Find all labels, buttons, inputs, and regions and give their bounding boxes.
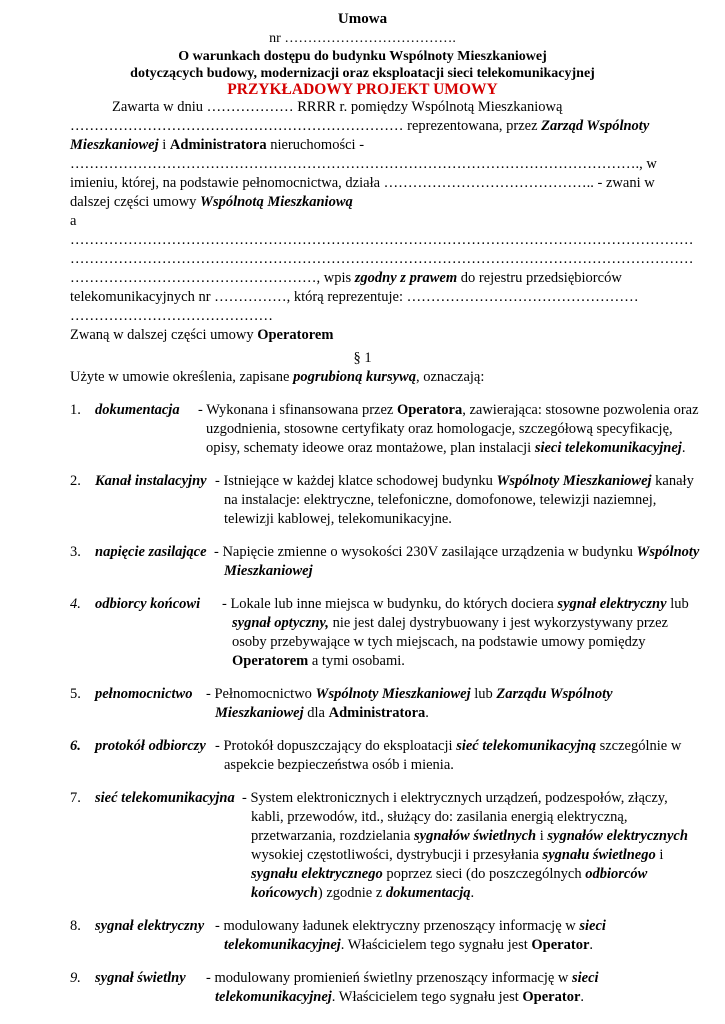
- preamble-text: Zwaną w dalszej części umowy: [70, 327, 258, 343]
- administrator-term: Administratora: [328, 705, 426, 721]
- definition-term: pełnomocnictwo: [95, 686, 193, 702]
- document-title: Umowa: [337, 11, 388, 27]
- community-term: Wspólnoty Mieszkaniowej: [315, 686, 471, 702]
- definition-line: [215, 917, 606, 935]
- preamble-text: a: [70, 213, 77, 229]
- bold-italic-term: pogrubioną kursywą: [293, 369, 416, 385]
- board-term-cont: Mieszkaniowej: [215, 705, 304, 721]
- preamble-text: …………………………………………………………………………………………………………………: [70, 232, 694, 248]
- definition-number: 7.: [70, 790, 81, 806]
- definition-text: ) zgodnie z: [317, 885, 386, 901]
- definition-text: opisy, schematy ideowe oraz montażowe, plan instalacji: [206, 440, 535, 456]
- electric-signal-term: sygnału elektrycznego: [251, 866, 383, 882]
- preamble-text: imieniu, której, na podstawie pełnomocnictwa, działa …………………………………….. - zwani w: [70, 175, 655, 191]
- definition-line: [224, 491, 656, 509]
- definition-term: dokumentacja: [95, 402, 180, 418]
- definition-text: .: [580, 989, 585, 1005]
- preamble-line-5: [70, 174, 655, 192]
- definition-text: uzgodnienia, stosowne certyfikaty oraz homologacje, szczegółową specyfikację,: [206, 421, 673, 437]
- preamble-line-2: [70, 117, 649, 135]
- preamble-text: telekomunikacyjnych nr ……………, którą reprezentuje: …………………………………………: [70, 289, 639, 305]
- definition-text: kabli, przewodów, itd., służący do: zasilania energią elektryczną,: [251, 809, 628, 825]
- end-recipients-term: odbiorców: [585, 866, 648, 882]
- definition-line: [206, 685, 613, 703]
- definition-line: [251, 884, 474, 902]
- administrator-term: Administratora: [169, 137, 267, 153]
- electric-signals-term: sygnałów elektrycznych: [547, 828, 688, 844]
- definition-text: lub: [666, 596, 689, 612]
- definition-text: aspekcie bezpieczeństwa osób i mienia.: [224, 757, 454, 773]
- definition-number: 4.: [70, 596, 81, 612]
- sample-contract-label: PRZYKŁADOWY PROJEKT UMOWY: [227, 81, 498, 98]
- definition-text: i: [655, 847, 664, 863]
- definition-text: kanały: [651, 473, 694, 489]
- definition-text: i: [536, 828, 548, 844]
- definition-text: - System elektronicznych i elektrycznych urządzeń, podzespołów, złączy,: [242, 790, 668, 806]
- document-subtitle-2: dotyczących budowy, modernizacji oraz eksploatacji sieci telekomunikacyjnej: [130, 66, 595, 81]
- community-term: Wspólnotą Mieszkaniową: [200, 194, 353, 210]
- definition-line: [214, 543, 699, 561]
- end-recipients-term-cont: końcowych: [251, 885, 318, 901]
- definition-text: .: [681, 440, 686, 456]
- definition-line: [242, 789, 668, 807]
- definition-text: . Właścicielem tego sygnału jest: [340, 937, 532, 953]
- light-signals-term: sygnałów świetlnych: [414, 828, 537, 844]
- preamble-text: dalszej części umowy: [70, 194, 201, 210]
- optical-signal-term: sygnał optyczny,: [232, 615, 329, 631]
- preamble-text: ………………………………………………………………………………………………………., w: [70, 156, 657, 172]
- definition-number: 3.: [70, 544, 81, 560]
- definition-text: telewizji kablowej, telekomunikacyjne.: [224, 511, 452, 527]
- definition-text: na instalacje: elektryczne, telefoniczne, domofonowe, telewizji naziemnej,: [224, 492, 657, 508]
- light-signal-term: sygnału świetlnego: [542, 847, 656, 863]
- lawful-term: zgodny z prawem: [354, 270, 458, 286]
- preamble-text: Zawarta w dniu ……………… RRRR r. pomiędzy Wspólnotą Mieszkaniową: [112, 99, 563, 115]
- definition-term: protokół odbiorczy: [95, 738, 206, 754]
- preamble-line-10: [70, 269, 622, 287]
- definition-line: [222, 595, 689, 613]
- definition-number: 9.: [70, 970, 81, 986]
- network-term-cont: telekomunikacyjnej: [224, 937, 341, 953]
- definition-line: [251, 827, 688, 845]
- definition-text: - Istniejące w każdej klatce schodowej budynku: [215, 473, 497, 489]
- definition-text: szczególnie w: [595, 738, 682, 754]
- definition-line: [251, 846, 663, 864]
- definition-number: 1.: [70, 402, 81, 418]
- network-term: sieci: [572, 970, 599, 986]
- board-term: Zarządu Wspólnoty: [496, 686, 613, 702]
- definition-text: lub: [470, 686, 497, 702]
- definition-term: sygnał elektryczny: [95, 918, 205, 934]
- preamble-line-9: [70, 250, 694, 268]
- definition-line: [215, 988, 584, 1006]
- definition-line: [251, 865, 647, 883]
- operator-term: Operatorem: [257, 327, 334, 343]
- preamble-line-13: [70, 326, 333, 344]
- preamble-text: i: [158, 137, 170, 153]
- section-1-intro: [70, 368, 484, 386]
- preamble-line-3: [70, 136, 364, 154]
- definition-line: [198, 401, 699, 419]
- definition-text: .: [425, 705, 429, 721]
- definition-number: 8.: [70, 918, 81, 934]
- board-term: Zarząd Wspólnoty: [541, 118, 650, 134]
- definition-line: [215, 737, 681, 755]
- definition-number: 5.: [70, 686, 81, 702]
- definition-text: - Wykonana i sfinansowana przez: [198, 402, 397, 418]
- definition-text: .: [470, 885, 475, 901]
- document-subtitle-1: O warunkach dostępu do budynku Wspólnoty Mieszkaniowej: [178, 49, 547, 64]
- preamble-line-7: [70, 212, 76, 230]
- definition-text: wysokiej częstotliwości, dystrybucji i przesyłania: [251, 847, 543, 863]
- definition-text: nie jest dalej dystrybuowany i jest wykorzystywany przez: [328, 615, 668, 631]
- definition-text: . Właścicielem tego sygnału jest: [331, 989, 523, 1005]
- preamble-line-1: [112, 98, 562, 116]
- definition-line: [215, 704, 429, 722]
- intro-text: , oznaczają:: [415, 369, 485, 385]
- definition-text: przetwarzania, rozdzielania: [251, 828, 415, 844]
- definition-term: sieć telekomunikacyjna: [95, 790, 235, 806]
- preamble-line-8: [70, 231, 694, 249]
- contract-number-line: nr ……………………………….: [269, 31, 456, 46]
- intro-text: Użyte w umowie określenia, zapisane: [70, 369, 294, 385]
- definition-text: - modulowany ładunek elektryczny przenoszący informację w: [215, 918, 580, 934]
- definition-line: [206, 969, 599, 987]
- section-1-heading: § 1: [353, 350, 372, 366]
- community-term-cont: Mieszkaniowej: [224, 563, 313, 579]
- definition-term: napięcie zasilające: [95, 544, 207, 560]
- network-term: sieć telekomunikacyjną: [456, 738, 596, 754]
- documentation-term: dokumentacją: [385, 885, 471, 901]
- definition-number: 6.: [70, 738, 81, 754]
- definition-line: [224, 562, 313, 580]
- network-term: sieci: [579, 918, 606, 934]
- preamble-text: ……………………………………………, wpis: [70, 270, 355, 286]
- operator-term: Operatorem: [232, 653, 309, 669]
- definition-line: [232, 614, 668, 632]
- definition-text: .: [589, 937, 594, 953]
- preamble-text: …………………………………………………………………………………………………………………: [70, 251, 694, 267]
- definition-line: [224, 936, 593, 954]
- definition-term: Kanał instalacyjny: [95, 473, 207, 489]
- operator-term: Operatora: [396, 402, 463, 418]
- preamble-text: …………………………………………………………… reprezentowana, przez: [70, 118, 542, 134]
- electric-signal-term: sygnał elektryczny: [557, 596, 667, 612]
- definition-line: [224, 510, 452, 528]
- definition-line: [232, 652, 405, 670]
- network-term: sieci telekomunikacyjnej: [534, 440, 682, 456]
- preamble-line-12: [70, 307, 273, 325]
- community-term: Wspólnoty: [636, 544, 700, 560]
- definition-line: [215, 472, 694, 490]
- preamble-line-4: [70, 155, 657, 173]
- definition-text: - Pełnomocnictwo: [206, 686, 316, 702]
- definition-term: sygnał świetlny: [95, 970, 186, 986]
- community-term: Wspólnoty Mieszkaniowej: [496, 473, 652, 489]
- operator-term: Operator: [531, 937, 590, 953]
- definition-line: [232, 633, 646, 651]
- preamble-line-6: [70, 193, 353, 211]
- preamble-line-11: [70, 288, 639, 306]
- definition-text: dla: [303, 705, 329, 721]
- definition-line: [251, 808, 627, 826]
- definition-term: odbiorcy końcowi: [95, 596, 201, 612]
- preamble-text: ……………………………………: [70, 308, 273, 324]
- definition-line: [224, 756, 454, 774]
- definition-text: - Lokale lub inne miejsca w budynku, do których dociera: [222, 596, 558, 612]
- definition-text: osoby przebywające w tych miejscach, na podstawie umowy pomiędzy: [232, 634, 646, 650]
- preamble-text: nieruchomości -: [266, 137, 365, 153]
- definition-text: - Napięcie zmienne o wysokości 230V zasilające urządzenia w budynku: [214, 544, 637, 560]
- network-term-cont: telekomunikacyjnej: [215, 989, 332, 1005]
- operator-term: Operator: [522, 989, 581, 1005]
- definition-text: , zawierająca: stosowne pozwolenia oraz: [462, 402, 699, 418]
- definition-line: [206, 439, 685, 457]
- definition-text: poprzez sieci (do poszczególnych: [382, 866, 586, 882]
- preamble-text: do rejestru przedsiębiorców: [457, 270, 622, 286]
- definition-text: a tymi osobami.: [308, 653, 405, 669]
- definition-number: 2.: [70, 473, 81, 489]
- board-term-cont: Mieszkaniowej: [70, 137, 159, 153]
- definition-text: - modulowany promienień świetlny przenoszący informację w: [206, 970, 573, 986]
- definition-line: [206, 420, 673, 438]
- definition-text: - Protokół dopuszczający do eksploatacji: [215, 738, 457, 754]
